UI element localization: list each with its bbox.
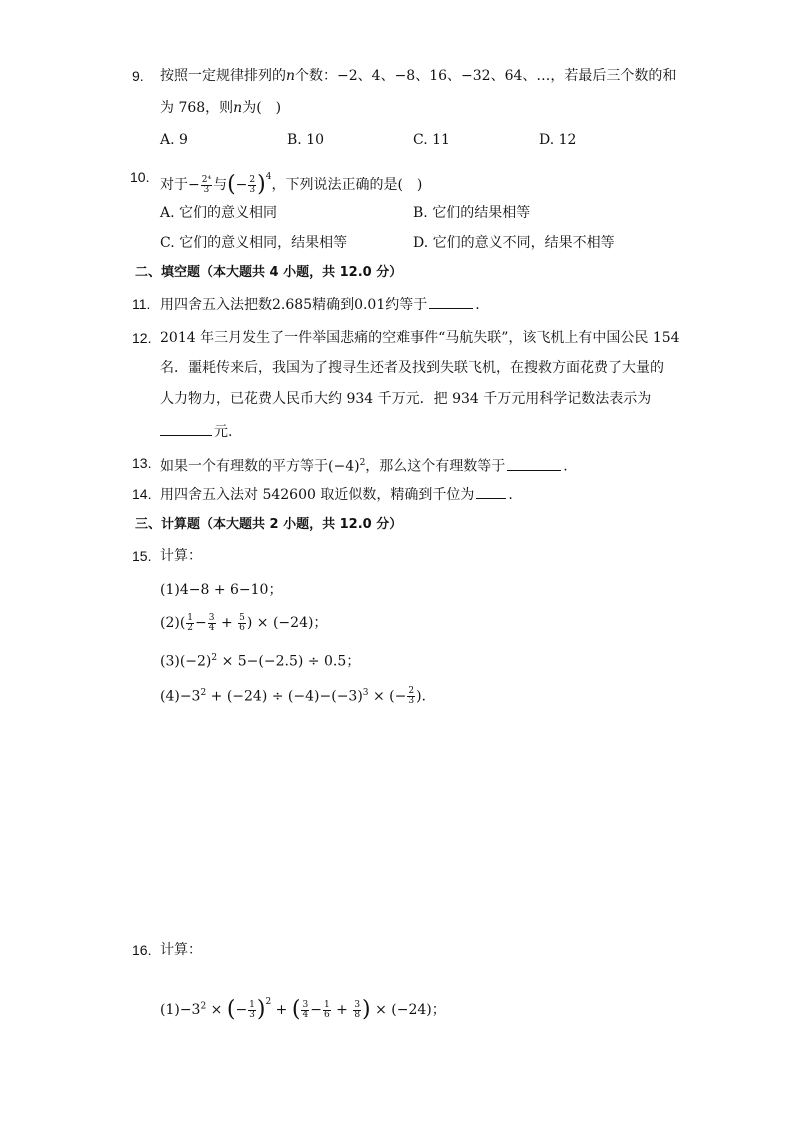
q13-text: ，那么这个有理数等于 — [365, 458, 506, 475]
q13-number: 13. — [132, 455, 152, 471]
q10-text: 对于− — [160, 177, 200, 193]
q12-line3: 人力物力，已花费人民币大约 934 千万元．把 934 千万元用科学记数法表示为 — [160, 391, 652, 407]
q15-part3: $(3)(-2)^2 \times 5-(-2.5) \div 0.5$； — [160, 653, 361, 670]
q15-part1: (1)4−8 + 6−10； — [160, 582, 283, 598]
q9-line2 — [160, 98, 281, 118]
q14-text: 用四舍五入法对 542600 取近似数，精确到千位为 — [160, 487, 475, 503]
q10-number: 10. — [130, 169, 150, 185]
q10-exponent: 4 — [265, 172, 272, 182]
q13-exponent: 2 — [359, 458, 366, 468]
q9-text: 为( ) — [242, 100, 282, 116]
q10-text: 与 — [213, 177, 228, 193]
q11-line — [160, 294, 480, 315]
q10-line: 对于− $\frac{\text{2⁴}}{3}$ 与(− $\frac{2}{3}$ )$^4$，下列说法正确的是( ) — [160, 172, 423, 197]
answer-blank — [429, 294, 473, 309]
q16-number: 16. — [132, 942, 152, 958]
q10-text: ，下列说法正确的是( ) — [271, 177, 423, 193]
q9-text: 为 768，则 — [160, 100, 234, 116]
q10-option-c: C. 它们的意义相同，结果相等 — [160, 235, 348, 251]
fraction: $\frac{1}{2}$ — [187, 612, 194, 633]
q12-line4 — [160, 421, 232, 442]
fraction: $\frac{3}{8}$ — [354, 999, 361, 1020]
q13-text: 如果一个有理数的平方等于(−4) — [160, 458, 360, 475]
q9-text: 个数：−2、4、−8、16、−32、64、…，若最后三个数的和 — [295, 68, 677, 84]
section-heading-fill-blank: 二、填空题（本大题共 4 小题，共 12.0 分） — [135, 265, 403, 280]
fraction: $\frac{5}{6}$ — [239, 612, 245, 633]
fraction: $\frac{1}{6}$ — [323, 999, 330, 1020]
q9-var: n — [286, 68, 296, 84]
fraction: $\frac{3}{4}$ — [208, 612, 215, 633]
q9-var: n — [233, 100, 243, 116]
q9-option-a: A. 9 — [160, 132, 188, 148]
q15-part4: $(4)-3^2 + (-24) \div (-4)-(-3)^3$ × (− $\frac{2}{3}$ ). — [160, 686, 427, 707]
q10-option-d: D. 它们的意义不同，结果不相等 — [413, 235, 615, 251]
answer-blank — [476, 484, 506, 499]
q13-line — [160, 453, 568, 477]
q9-line1 — [160, 66, 676, 86]
q10-option-b: B. 它们的结果相等 — [413, 205, 531, 221]
q15-part2: (2)( $\frac{1}{2}$ − $\frac{3}{4}$ + $\frac{5}{6}$ ) × (−24)； — [160, 612, 328, 633]
q12-text: 元. — [214, 424, 233, 440]
q9-number: 9. — [132, 68, 144, 84]
q9-option-b: B. 10 — [287, 132, 325, 148]
fraction: $\frac{1}{3}$ — [249, 999, 255, 1020]
q15-number: 15. — [132, 548, 152, 564]
q10-fraction-2: $\frac{2}{3}$ — [249, 174, 256, 195]
answer-blank — [507, 456, 561, 471]
answer-blank — [160, 421, 212, 436]
fraction: $\frac{3}{4}$ — [302, 999, 309, 1020]
q12-number: 12. — [132, 330, 152, 346]
q12-line1: 2014 年三月发生了一件举国悲痛的空难事件“马航失联”，该飞机上有中国公民 154 — [160, 330, 680, 346]
q16-title: 计算： — [160, 942, 202, 958]
q10-option-a: A. 它们的意义相同 — [160, 205, 278, 221]
q14-text: . — [508, 487, 513, 503]
q14-line — [160, 484, 513, 505]
q11-text: . — [475, 297, 480, 313]
fraction: $\frac{2}{3}$ — [408, 686, 415, 707]
q15-title: 计算： — [160, 548, 202, 564]
section-heading-calculation: 三、计算题（本大题共 2 小题，共 12.0 分） — [135, 517, 403, 532]
q16-part1: $(1)-3^2$ × (− $\frac{1}{3}$ )$^2$ + ( $\frac{3}{4}$ − $\frac{1}{6}$ + $\frac{3}{8}$ ) × (−24)； — [160, 997, 446, 1022]
q14-number: 14. — [132, 486, 152, 502]
q9-option-d: D. 12 — [539, 132, 577, 148]
q11-text: 用四舍五入法把数2.685精确到0.01约等于 — [160, 297, 428, 313]
q11-number: 11. — [132, 296, 151, 312]
q9-option-c: C. 11 — [413, 132, 450, 148]
q12-line2: 名．噩耗传来后，我国为了搜寻生还者及找到失联飞机，在搜救方面花费了大量的 — [160, 360, 664, 376]
q9-text: 按照一定规律排列的 — [160, 68, 286, 84]
q10-fraction-1: $\frac{\text{2⁴}}{3}$ — [201, 174, 212, 195]
q13-text: . — [563, 458, 568, 475]
